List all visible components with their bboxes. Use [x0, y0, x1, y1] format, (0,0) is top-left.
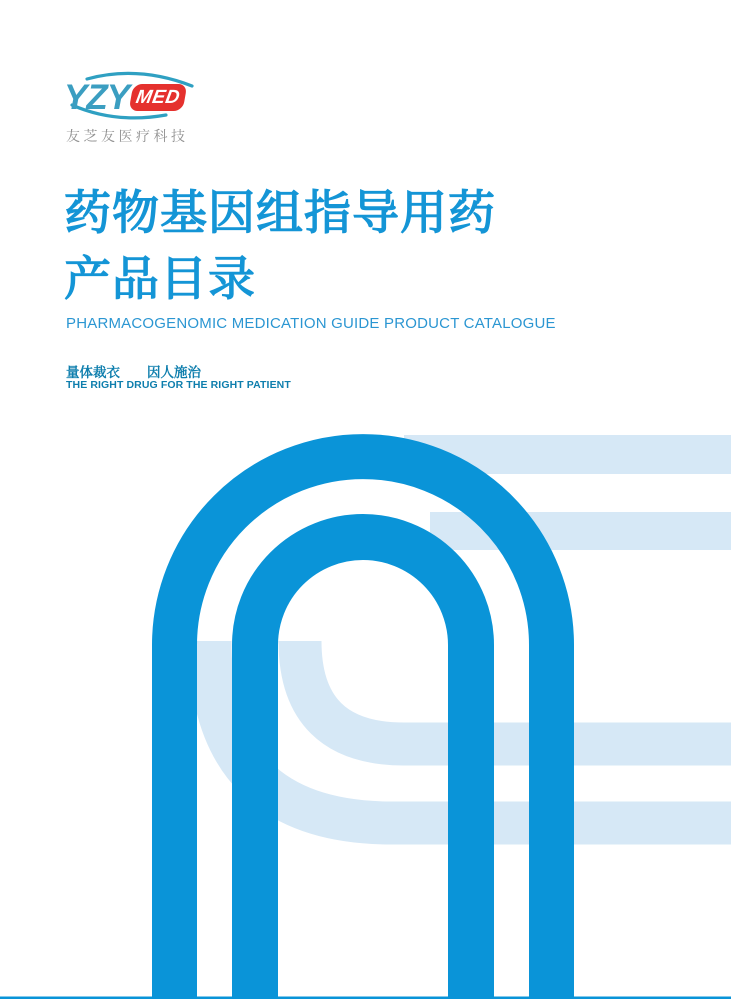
page-title-line2: 产品目录 [64, 252, 256, 305]
page-title [64, 180, 496, 312]
logo-med-text: MED [134, 87, 182, 108]
page-title-line1: 药物基因组指导用药 [64, 186, 496, 239]
light-elbow-inner [300, 641, 731, 744]
logo-med-badge [129, 84, 188, 111]
logo-yzy-text: YZY [64, 78, 130, 117]
tagline-chinese: 量体裁衣 因人施治 [66, 365, 201, 380]
logo-text-row [64, 80, 185, 115]
company-name: 友芝友医疗科技 [66, 128, 189, 144]
page-subtitle-english: PHARMACOGENOMIC MEDICATION GUIDE PRODUCT CATALOGUE [66, 315, 556, 332]
arch-inner [255, 537, 471, 999]
tagline-english: THE RIGHT DRUG FOR THE RIGHT PATIENT [66, 379, 291, 391]
